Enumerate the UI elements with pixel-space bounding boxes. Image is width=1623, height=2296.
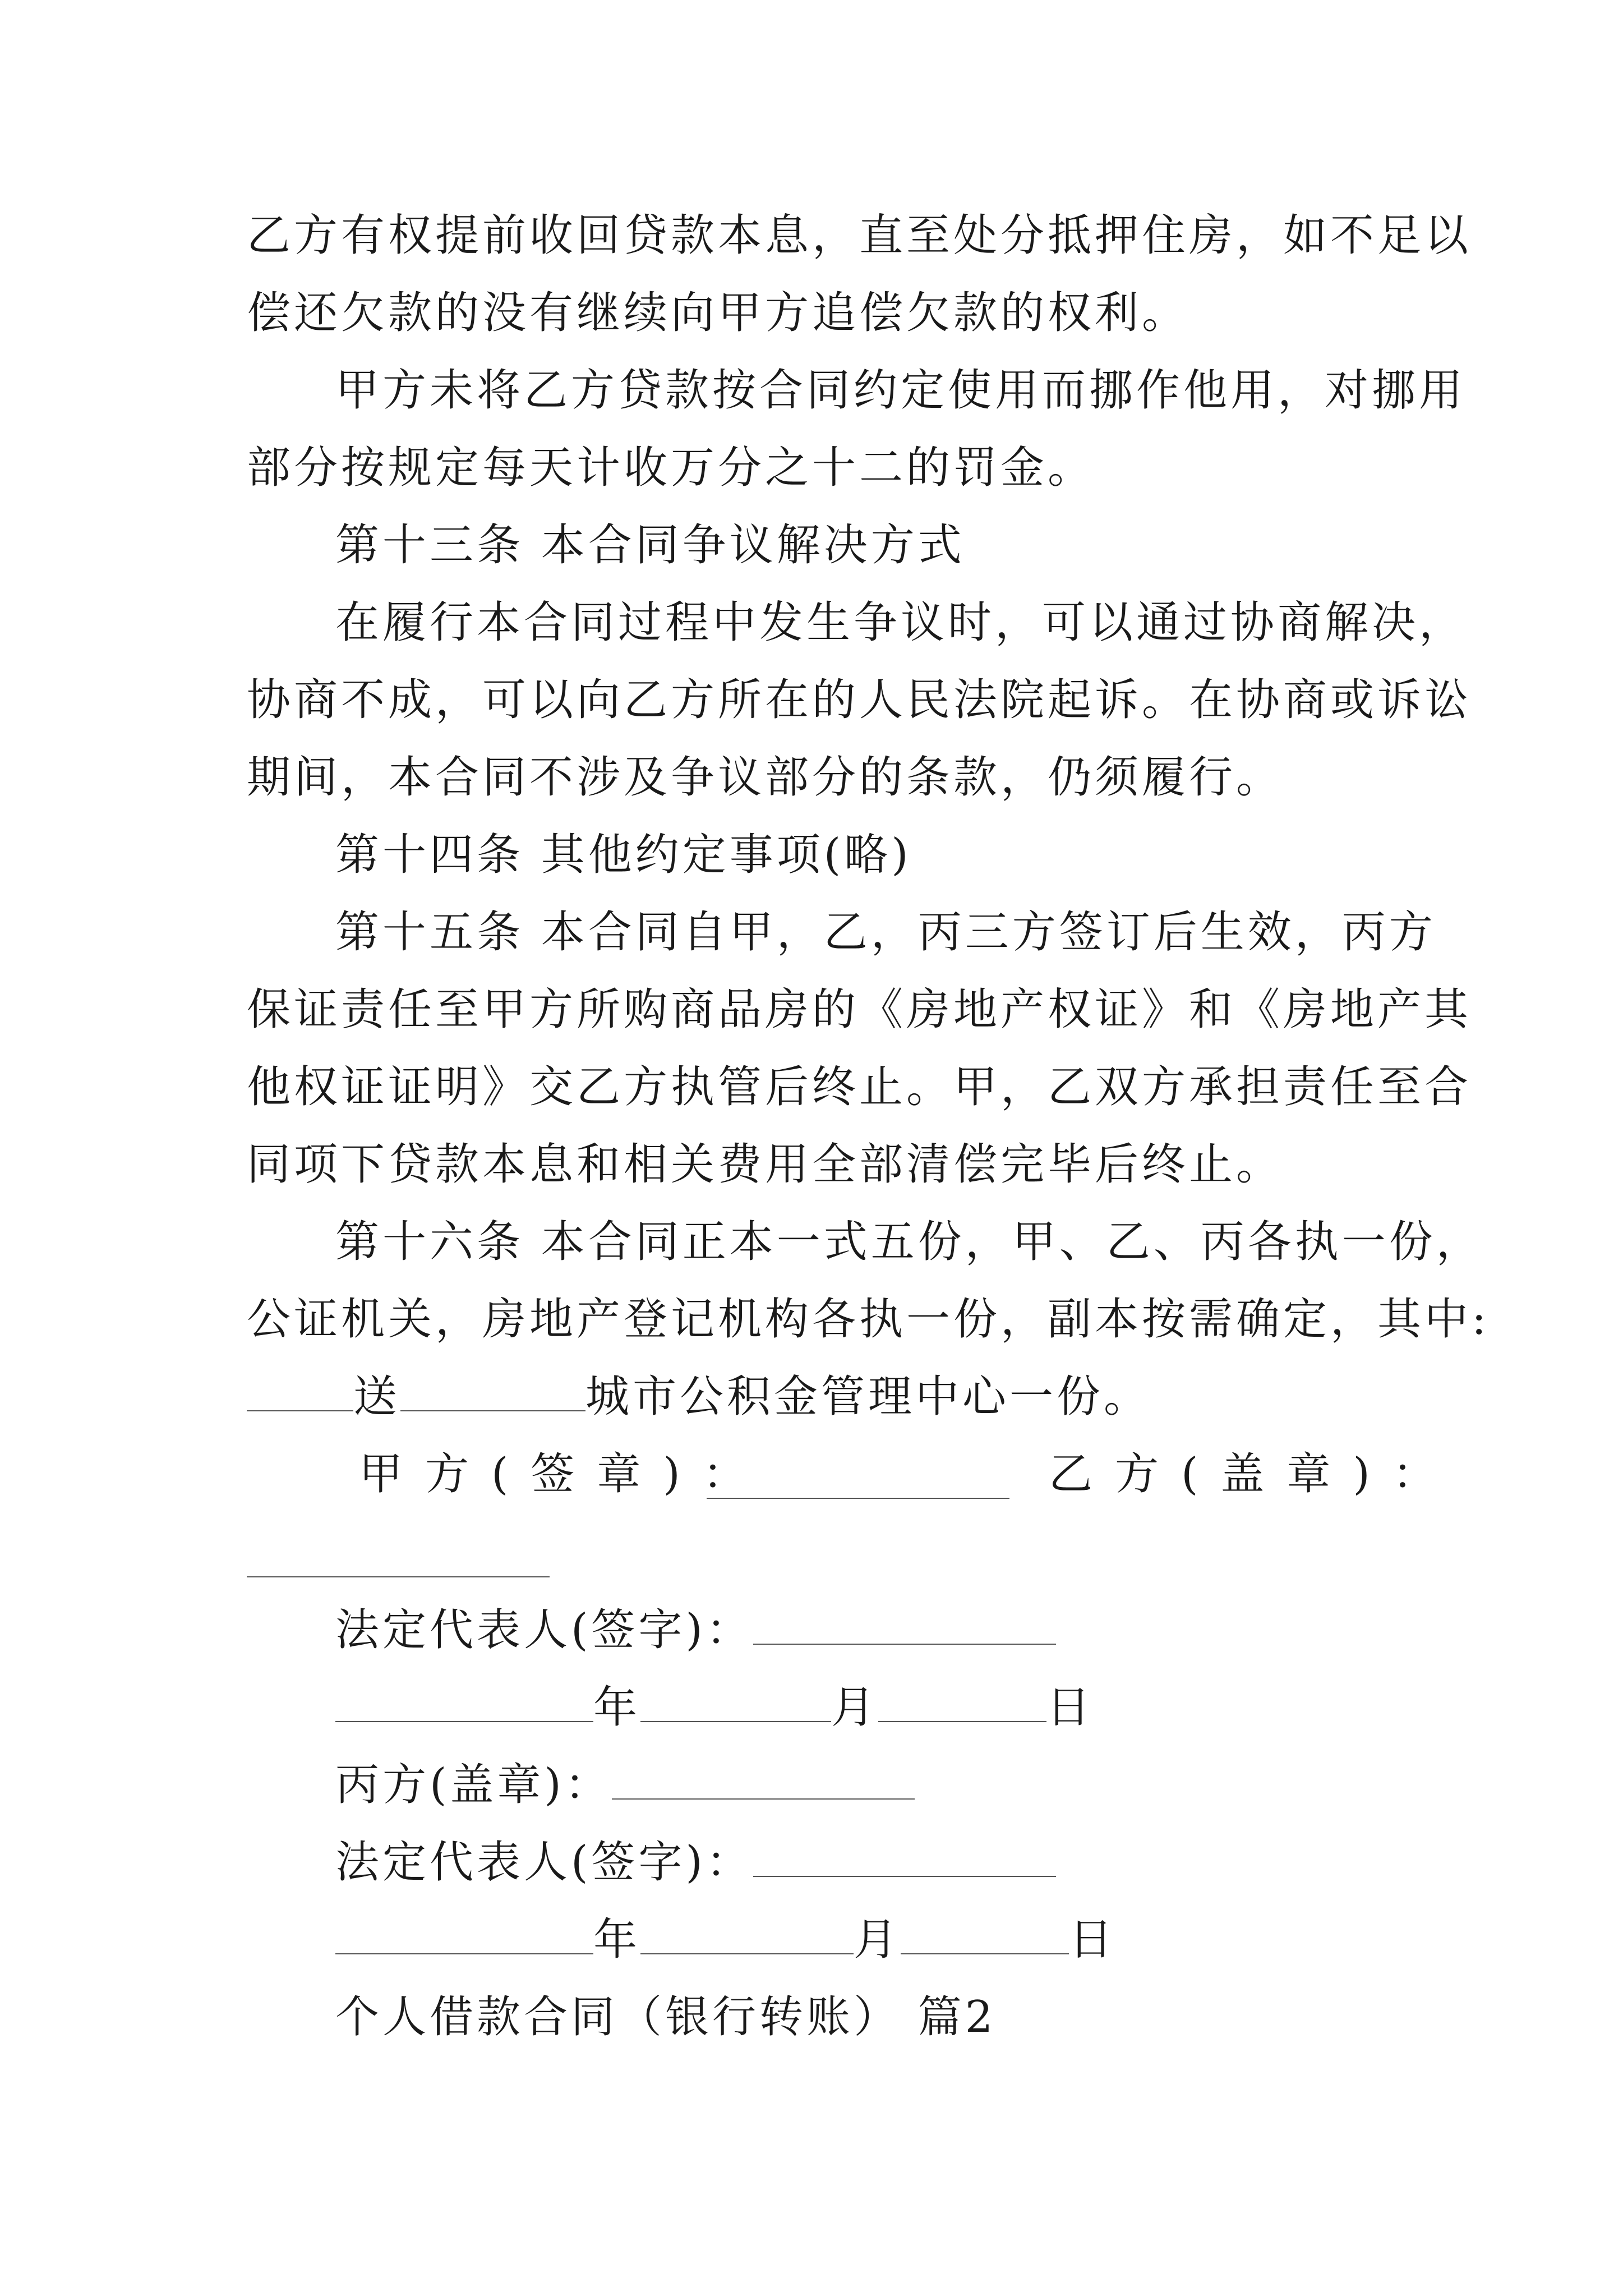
article15-line4: 同项下贷款本息和相关费用全部清偿完毕后终止。	[247, 1139, 1284, 1190]
year-label-2: 年	[593, 1915, 641, 1965]
para1-line1: 乙方有权提前收回贷款本息，直至处分抵押住房，如不足以	[247, 210, 1472, 261]
para1-line2: 偿还欠款的没有继续向甲方追偿欠款的权利。	[247, 288, 1189, 338]
article15-line3: 他权证证明》交乙方执管后终止。甲，乙双方承担责任至合	[247, 1062, 1472, 1112]
legal-rep-c-label: 法定代表人(签字)：	[335, 1837, 753, 1888]
article13-line3: 期间，本合同不涉及争议部分的条款，仍须履行。	[247, 752, 1284, 803]
legal-rep-a-label: 法定代表人(签字)：	[335, 1605, 753, 1655]
article13-line2: 协商不成，可以向乙方所在的人民法院起诉。在协商或诉讼	[247, 675, 1472, 725]
day-label-1: 日	[1046, 1682, 1094, 1733]
date-row-1	[335, 1680, 1094, 1736]
party-a-label: 甲方(签章)：	[359, 1449, 769, 1499]
article15-line1: 第十五条 本合同自甲，乙，丙三方签订后生效，丙方	[335, 907, 1436, 958]
party-b-signature-blank[interactable]	[247, 1537, 550, 1577]
next-section-title: 个人借款合同（银行转账） 篇2	[335, 1992, 997, 2042]
party-c-row	[335, 1757, 915, 1813]
month-label-2: 月	[854, 1915, 901, 1965]
copies-count-blank[interactable]	[247, 1371, 353, 1411]
article14-heading: 第十四条 其他约定事项(略)	[335, 830, 912, 880]
center-text: 城市公积金管理中心一份。	[585, 1372, 1151, 1422]
article13-line1: 在履行本合同过程中发生争议时，可以通过协商解决，	[335, 597, 1467, 648]
day-blank-2[interactable]	[901, 1914, 1069, 1954]
legal-rep-c-signature-blank[interactable]	[753, 1837, 1056, 1877]
day-label-2: 日	[1069, 1915, 1117, 1965]
article15-line2: 保证责任至甲方所购商品房的《房地产权证》和《房地产其	[247, 984, 1472, 1035]
article16-line1: 第十六条 本合同正本一式五份，甲、乙、丙各执一份，	[335, 1217, 1483, 1267]
legal-rep-a-row	[335, 1602, 1056, 1658]
year-blank-1[interactable]	[335, 1682, 593, 1722]
para2-line2: 部分按规定每天计收万分之十二的罚金。	[247, 443, 1095, 493]
month-label-1: 月	[831, 1682, 879, 1733]
article16-line3	[247, 1369, 1151, 1425]
month-blank-1[interactable]	[640, 1682, 831, 1722]
send-text: 送	[353, 1372, 401, 1422]
legal-rep-a-signature-blank[interactable]	[753, 1604, 1056, 1645]
year-blank-2[interactable]	[335, 1914, 593, 1954]
date-row-2	[335, 1912, 1116, 1968]
party-c-signature-blank[interactable]	[612, 1759, 915, 1800]
year-label-1: 年	[593, 1682, 641, 1733]
party-c-label: 丙方(盖章)：	[335, 1760, 612, 1810]
month-blank-2[interactable]	[640, 1914, 854, 1954]
para2-line1: 甲方未将乙方贷款按合同约定使用而挪作他用，对挪用	[335, 365, 1467, 416]
legal-rep-c-row	[335, 1834, 1056, 1890]
article13-heading: 第十三条 本合同争议解决方式	[335, 520, 965, 570]
day-blank-1[interactable]	[878, 1682, 1046, 1722]
party-b-label: 乙方(盖章)：	[1049, 1449, 1459, 1499]
party-a-signature-blank[interactable]	[707, 1458, 1009, 1499]
article16-line2: 公证机关，房地产登记机构各执一份，副本按需确定，其中:	[247, 1294, 1490, 1345]
city-name-blank[interactable]	[400, 1371, 585, 1411]
